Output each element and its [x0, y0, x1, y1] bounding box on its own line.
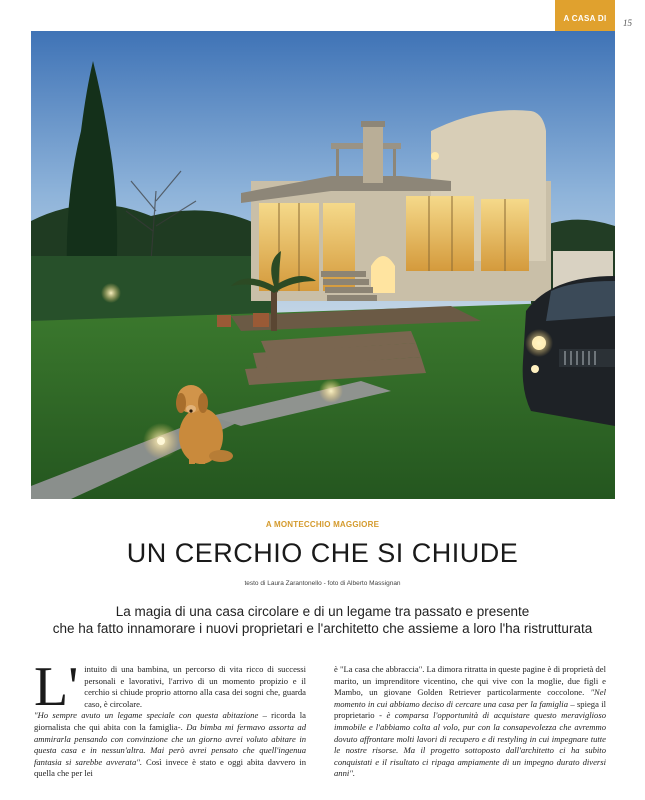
section-tab: A CASA DI: [555, 0, 615, 38]
hero-photo: [31, 31, 615, 499]
article-title: UN CERCHIO CHE SI CHIUDE: [126, 538, 519, 568]
body-column-left: [34, 656, 307, 780]
body-text: Così invece è stato e oggi abita davvero in quella che per lei: [34, 756, 306, 779]
standfirst-line-2: che ha fatto innamorare i nuovi proprietari e l'architetto che assieme a loro l'ha ristrutturata: [52, 621, 593, 636]
intro-text: intuito di una bambina, un percorso di vita ricco di successi personali e lavorativi, l'arrivo di un momento propizio e il cerchio si chiude proprio attorno alla casa dei sogni che, guarda caso, è circolare.: [84, 664, 306, 709]
article-credits: testo di Laura Zarantonello - foto di Alberto Massignan: [244, 580, 401, 587]
quote-text: Da bimba mi fermavo assorta ad ammirarla pensando con convinzione che un giorno avrei voluto abitare in questa casa e in nessun'altra. Mai però avrei pensato che quell'ingenua fantasia si sarebbe avverata".: [34, 721, 307, 767]
standfirst-line-1: La magia di una casa circolare e di un legame tra passato e presente: [115, 604, 530, 619]
standfirst: [40, 603, 605, 637]
quote-attribution: – spiega il proprietario -: [334, 698, 606, 721]
quote-text: "Ho sempre avuto un legame speciale con questa abitazione: [34, 710, 259, 721]
drop-cap: L': [34, 656, 79, 718]
body-column-right: [334, 664, 606, 780]
quote-text: è comparsa l'opportunità di acquistare questo meraviglioso immobile e l'abbiamo colta al volo, pur con la consapevolezza che avremmo dovuto affrontare molti lavori di recupero e di restyling in cui impegnare tutte le nostre risorse. Ma il progetto sottoposto dall'architetto ci ha subito conquistati e il risultato ci ripaga ampiamente di un impegno durato diversi anni".: [334, 710, 606, 779]
location-kicker: A MONTECCHIO MAGGIORE: [265, 520, 380, 529]
quote-text: "Nel momento in cui abbiamo deciso di cercare una casa per la famiglia: [334, 687, 606, 709]
body-text: è "La casa che abbraccia". La dimora ritratta in queste pagine è di proprietà del marito, un imprenditore vicentino, che qui vive con la moglie, due figli e Mambo, un giovane Golden Retriever particolarmente coccolone.: [334, 664, 606, 698]
quote-attribution: – ricorda la giornalista che qui abita con la famiglia-.: [34, 710, 306, 732]
body-paragraph: [334, 664, 606, 780]
page-number: 15: [623, 18, 632, 28]
